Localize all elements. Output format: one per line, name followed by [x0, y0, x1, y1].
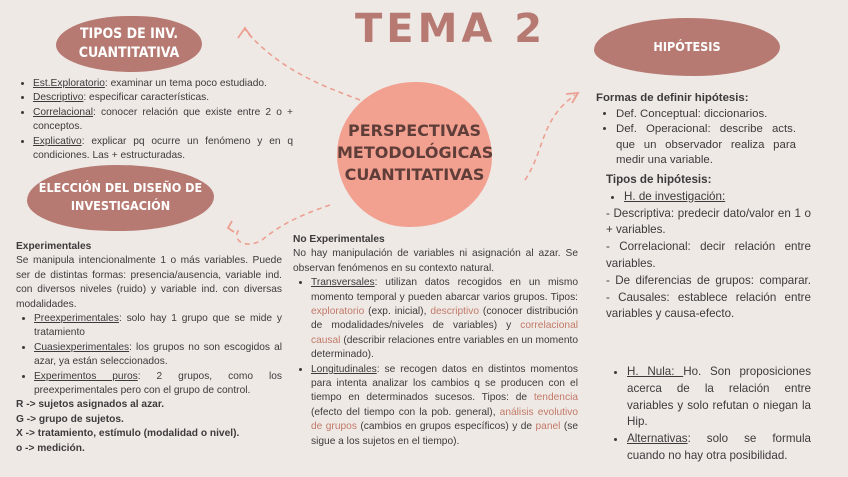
page-title: TEMA 2 [355, 6, 547, 52]
tipos-blob-line-1: TIPOS DE INV. [79, 26, 179, 42]
experimentales-intro: Se manipula intencionalmente 1 o más variables. Puede ser de distintas formas: presencia/ausencia, variable ind. con diversos niveles (ruido) y variable ind. con diversas modalidades. [16, 255, 282, 310]
transversales-text-2: (exp. inicial), [364, 306, 431, 318]
hipotesis-blob [594, 18, 780, 76]
tipos-list [17, 77, 293, 163]
no-experimentales-section [293, 233, 578, 449]
list-item [34, 370, 282, 399]
transversales-text-1: : utilizan datos recogidos en un mismo momento temporal y pueden abarcar varios grupos. Tipos: [311, 277, 578, 303]
exp-term: Preexperimentales [34, 313, 119, 325]
hipotesis-tipos [606, 172, 811, 323]
exp-desc: : los grupos no son escogidos al azar, ya están seleccionados. [34, 341, 282, 368]
subtipo: - De diferencias de grupos: comparar. [606, 273, 811, 287]
legend-line: G -> grupo de sujetos. [16, 413, 124, 425]
tipo-desc: : examinar un tema poco estudiado. [104, 78, 267, 89]
longitudinales-text-3: (cambios en grupos específicos) y de [356, 421, 536, 433]
tipos-blob [56, 16, 202, 72]
alt-desc: : solo se formula cuando no hay otra posibilidad. [627, 432, 811, 462]
list-item: • Def. Conceptual: diccionarios. [616, 107, 796, 123]
longitudinales-type-1: tendencia [533, 392, 578, 404]
list-item [624, 189, 811, 206]
nula-term: H. Nula: [627, 365, 684, 378]
tipos-hipotesis-heading: Tipos de hipótesis: [606, 173, 712, 186]
transversales-type-3: correlacional causal [311, 320, 578, 346]
longitudinales-text-1: : se recogen datos en distintos momentos para intenta analizar los cambios q se producen con el tiempo en determinados sucesos. Tipos: de [311, 363, 578, 404]
list-item [34, 312, 282, 341]
longitudinales-type-2: análisis evolutivo de grupos [311, 406, 578, 433]
center-line-1: PERSPECTIVAS [348, 121, 481, 140]
tipo-term: Correlacional [33, 106, 94, 118]
subtipo: - Causales: establece relación entre variables y causa-efecto. [606, 290, 811, 321]
subtipo: - Descriptiva: predecir dato/valor en 1 o + variables. [606, 206, 811, 237]
hipotesis-blob-label: HIPÓTESIS [653, 39, 721, 54]
tipo-desc: : explicar pq ocurre un fenómeno y en q condiciones. Las + estructuradas. [33, 135, 293, 162]
hipotesis-nula-alt [611, 364, 811, 465]
transversales-type-1: exploratorio [311, 306, 365, 318]
transversales-type-2: descriptivo [430, 306, 480, 318]
longitudinales-term: Longitudinales [311, 363, 377, 375]
longitudinales-text-4: (se sigue a los sujetos en el tiempo). [311, 421, 579, 447]
list-item-transversales [311, 276, 578, 362]
list-item [33, 106, 293, 135]
tipo-term: Explicativo [33, 135, 82, 147]
list-item [33, 77, 293, 91]
alt-term: Alternativas [627, 432, 688, 446]
eleccion-blob-line-1: ELECCIÓN DEL DISEÑO DE [38, 180, 203, 195]
list-item [33, 135, 293, 164]
experimentales-heading: Experimentales [16, 241, 92, 252]
tipos-blob-line-2: CUANTITATIVA [78, 45, 180, 61]
arrow-to-hipotesis [525, 95, 575, 180]
h-investigacion-term: H. de investigación: [624, 189, 726, 203]
experimentales-section [16, 240, 282, 456]
list-item: • Def. Operacional: describe acts. que un observador realiza para medir una variable. [616, 122, 796, 169]
arrowhead-eleccion [228, 221, 234, 232]
longitudinales-text-2: (efecto del tiempo con la pob. general), [311, 406, 500, 418]
center-line-3: CUANTITATIVAS [344, 165, 485, 184]
list-item-nula [627, 364, 811, 431]
hipotesis-formas [596, 91, 796, 169]
transversales-text-3: (conocer distribución de modalidades/niveles de variables) y [311, 306, 578, 332]
legend-line: X -> tratamiento, estímulo (modalidad o nivel). [16, 428, 240, 440]
center-line-2: METODOLÓGICAS [337, 143, 494, 162]
subtipo: - Correlacional: decir relación entre variables. [606, 240, 811, 270]
tipo-desc: : conocer relación que existe entre 2 o + conceptos. [33, 106, 293, 133]
tipo-term: Est.Exploratorio [33, 78, 105, 89]
transversales-text-4: (describir relaciones entre variables en un momento determinado). [311, 334, 578, 361]
list-item [34, 341, 282, 370]
exp-term: Experimentos puros [34, 370, 138, 382]
eleccion-blob [27, 165, 214, 231]
transversales-term: Transversales [311, 277, 375, 289]
nula-desc: Ho. Son proposiciones acerca de la relación entre variables y solo refutan o niegan la Hip. [627, 365, 811, 429]
exp-desc: : 2 grupos, como los preexperimentales pero con el grupo de control. [34, 370, 282, 397]
tipo-term: Descriptivo [33, 92, 84, 104]
tipo-desc: : especificar características. [83, 92, 210, 104]
exp-term: Cuasiexperimentales [34, 341, 130, 353]
legend-line: o -> medición. [16, 442, 85, 454]
list-item-longitudinales [311, 363, 578, 449]
exp-desc: : solo hay 1 grupo que se mide y tratamiento [34, 313, 282, 339]
legend-line: R -> sujetos asignados al azar. [16, 399, 165, 411]
eleccion-blob-line-2: INVESTIGACIÓN [70, 198, 171, 213]
no-exp-intro: No hay manipulación de variables ni asignación al azar. Se observan fenómenos en su contexto natural. [293, 248, 578, 274]
no-exp-heading: No Experimentales [293, 234, 385, 245]
longitudinales-type-3: panel [535, 421, 561, 433]
center-topic-blob [337, 82, 492, 227]
list-item [33, 91, 293, 105]
arrowhead-tipos [238, 28, 252, 38]
formas-heading: Formas de definir hipótesis: [596, 92, 749, 104]
list-item-alternativas [627, 431, 811, 465]
